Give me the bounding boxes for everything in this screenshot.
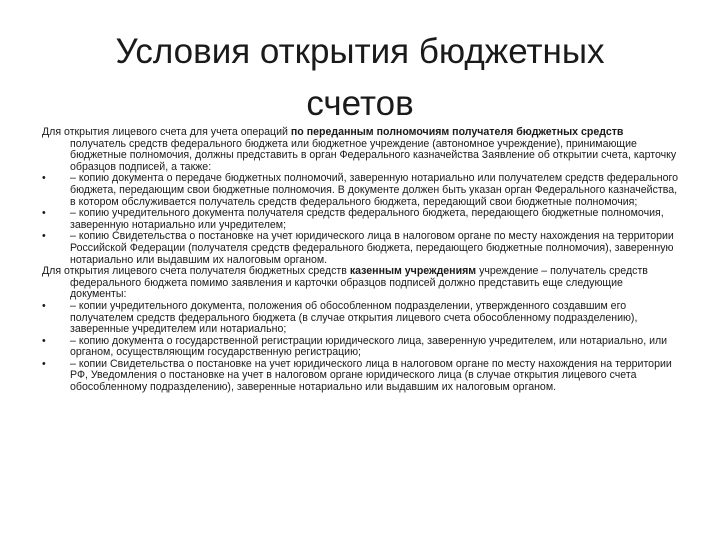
- bullet-icon: •: [42, 357, 46, 370]
- section1-intro-bold: по переданным полномочиям получателя бюджетных средств: [290, 126, 624, 138]
- section2-bullet: [42, 359, 682, 394]
- slide-body: [42, 127, 682, 394]
- section1-intro: [42, 127, 682, 173]
- section1-bullet: [42, 231, 682, 266]
- section2-bullet-text: – копии Свидетельства о постановке на учет юридического лица в налоговом органе по месту нахождения на территории РФ, Уведомления о постановке на учет в налоговом органе юридического лица (в случае открытия лицевого счета обособленному подразделению), заверенные нотариально или выдавшим их налоговым органом.: [70, 357, 672, 394]
- section2-bullet-text: – копии учредительного документа, положения об обособленном подразделении, утвержденного создавшим его получателем средств федерального бюджета (в случае открытия лицевого счета обособленному подразделению), заверенные учредителем или нотариально;: [70, 299, 638, 336]
- section2-bullet: [42, 301, 682, 336]
- slide-title: Условия открытия бюджетных счетов: [115, 32, 605, 123]
- section1-bullet-text: – копию документа о передаче бюджетных полномочий, заверенную нотариально или получателем средств федерального бюджета, передающим свои бюджетные полномочия. В документе должен быть указан орган Федерального казначейства, в котором обслуживается получатель средств федерального бюджета, передающий свои бюджетные полномочия;: [70, 172, 679, 208]
- section1-intro-text: Для открытия лицевого счета для учета операций: [42, 126, 291, 138]
- section2-intro-rest: учреждение – получатель средств федерального бюджета помимо заявления и карточки образцов подписей должно представить еще следующие документы:: [70, 265, 648, 301]
- section1-bullet-text: – копию Свидетельства о постановке на учет юридического лица в налоговом органе по месту нахождения на территории Российской Федерации (получателя средств федерального бюджета, передающего бюджетные полномочия), заверенную нотариально или выдавшим их налоговым органом.: [70, 230, 674, 266]
- section1-bullet: [42, 173, 682, 208]
- section2-intro-text: Для открытия лицевого счета получателя бюджетных средств: [42, 265, 350, 278]
- section2-intro: [42, 266, 682, 301]
- section2-bullet-text: – копию документа о государственной регистрации юридического лица, заверенную учредителем, или нотариально, или органом, осуществляющим государственную регистрацию;: [70, 334, 668, 359]
- section2-intro-bold: казенным учреждениям: [349, 265, 477, 278]
- section2-bullet: [42, 336, 682, 359]
- section1-bullet-text: – копию учредительного документа получателя средств федерального бюджета, передающего бюджетные полномочия, заверенную нотариально или учредителем;: [70, 207, 664, 231]
- section1-bullet: [42, 208, 682, 231]
- bullet-icon: •: [42, 299, 46, 312]
- bullet-icon: •: [42, 334, 46, 347]
- bullet-icon: •: [42, 230, 46, 243]
- section1-intro-rest: получатель средств федерального бюджета или бюджетное учреждение (автономное учреждение), принимающие бюджетные полномочия, должны представить в орган Федерального казначейства Заявление об открытии счета, карточку образцов подписей, а также:: [70, 137, 677, 173]
- bullet-icon: •: [42, 172, 46, 185]
- bullet-icon: •: [42, 207, 46, 220]
